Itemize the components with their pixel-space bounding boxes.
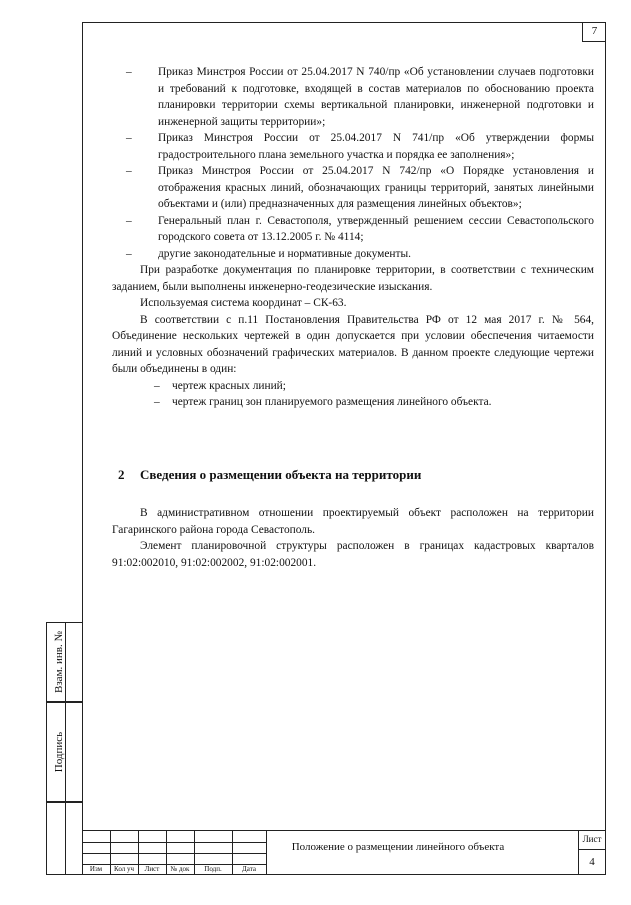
paragraph: Элемент планировочной структуры расположен в границах кадастровых кварталов 91:02:002010, 91:02:002002, 91:02:002001. [112,540,594,569]
side-cell-blank [46,802,82,875]
side-label-signature: Подпись [53,731,65,773]
paragraph: В соответствии с п.11 Постановления Правительства РФ от 12 мая 2017 г. № 564, Объединение нескольких чертежей в один допускается при условии обеспечения читаемости линий и условных обозначений графических материалов. В данном проекте следующие чертежи были объединены в один: [112,313,594,375]
document-body [112,64,594,411]
page-number: 7 [582,22,606,42]
paragraph: Используемая система координат – СК-63. [140,297,347,309]
sheet-number: 4 [589,856,595,868]
stamp-col-label: Лист [144,865,160,873]
stamp-col-label: Подп. [204,865,222,873]
list-item: – Генеральный план г. Севастополя, утвержденный решением сессии Севастопольского городского совета от 13.12.2005 г. № 4114; [126,214,594,243]
list-item: – чертеж границ зон планируемого размещения линейного объекта. [154,396,492,408]
list-item: – другие законодательные и нормативные документы. [126,247,411,260]
stamp-col-label: Дата [242,865,256,873]
list-item: – Приказ Минстроя России от 25.04.2017 N 742/пр «О Порядке установления и отображения красных линий, обозначающих границы территорий, занятых линейными объектами и (или) предназначенных для размещения линейных объектов»; [126,165,594,210]
title-block [82,830,606,875]
side-label-exchange: Взам. инв. № [53,631,65,693]
stamp-col-label: Кол уч [114,865,134,873]
section-body [112,505,594,571]
paragraph: В административном отношении проектируемый объект расположен на территории Гагаринского района города Севастополь. [112,507,594,536]
list-item: – Приказ Минстроя России от 25.04.2017 N 741/пр «Об утверждении формы градостроительного плана земельного участка и порядка ее заполнения»; [126,132,594,161]
list-item: – Приказ Минстроя России от 25.04.2017 N 740/пр «Об установлении случаев подготовки и требований к подготовке, входящей в состав материалов по обоснованию проекта планировки территории схемы вертикальной планировки, инженерной подготовки и инженерной защиты территории»; [126,66,594,128]
sheet-label: Лист [582,834,602,844]
side-cell-signature [46,702,82,802]
stamp-col-label: № док [170,865,190,873]
stamp-title: Положение о размещении линейного объекта [291,841,505,853]
paragraph: При разработке документация по планировке территории, в соответствии с техническим заданием, были выполнены инженерно-геодезические изыскания. [112,264,594,293]
section-heading: 2 Сведения о размещении объекта на территории [118,467,422,482]
list-item: – чертеж красных линий; [154,379,286,392]
stamp-col-label: Изм [89,865,103,873]
side-cell-exchange [46,622,82,702]
